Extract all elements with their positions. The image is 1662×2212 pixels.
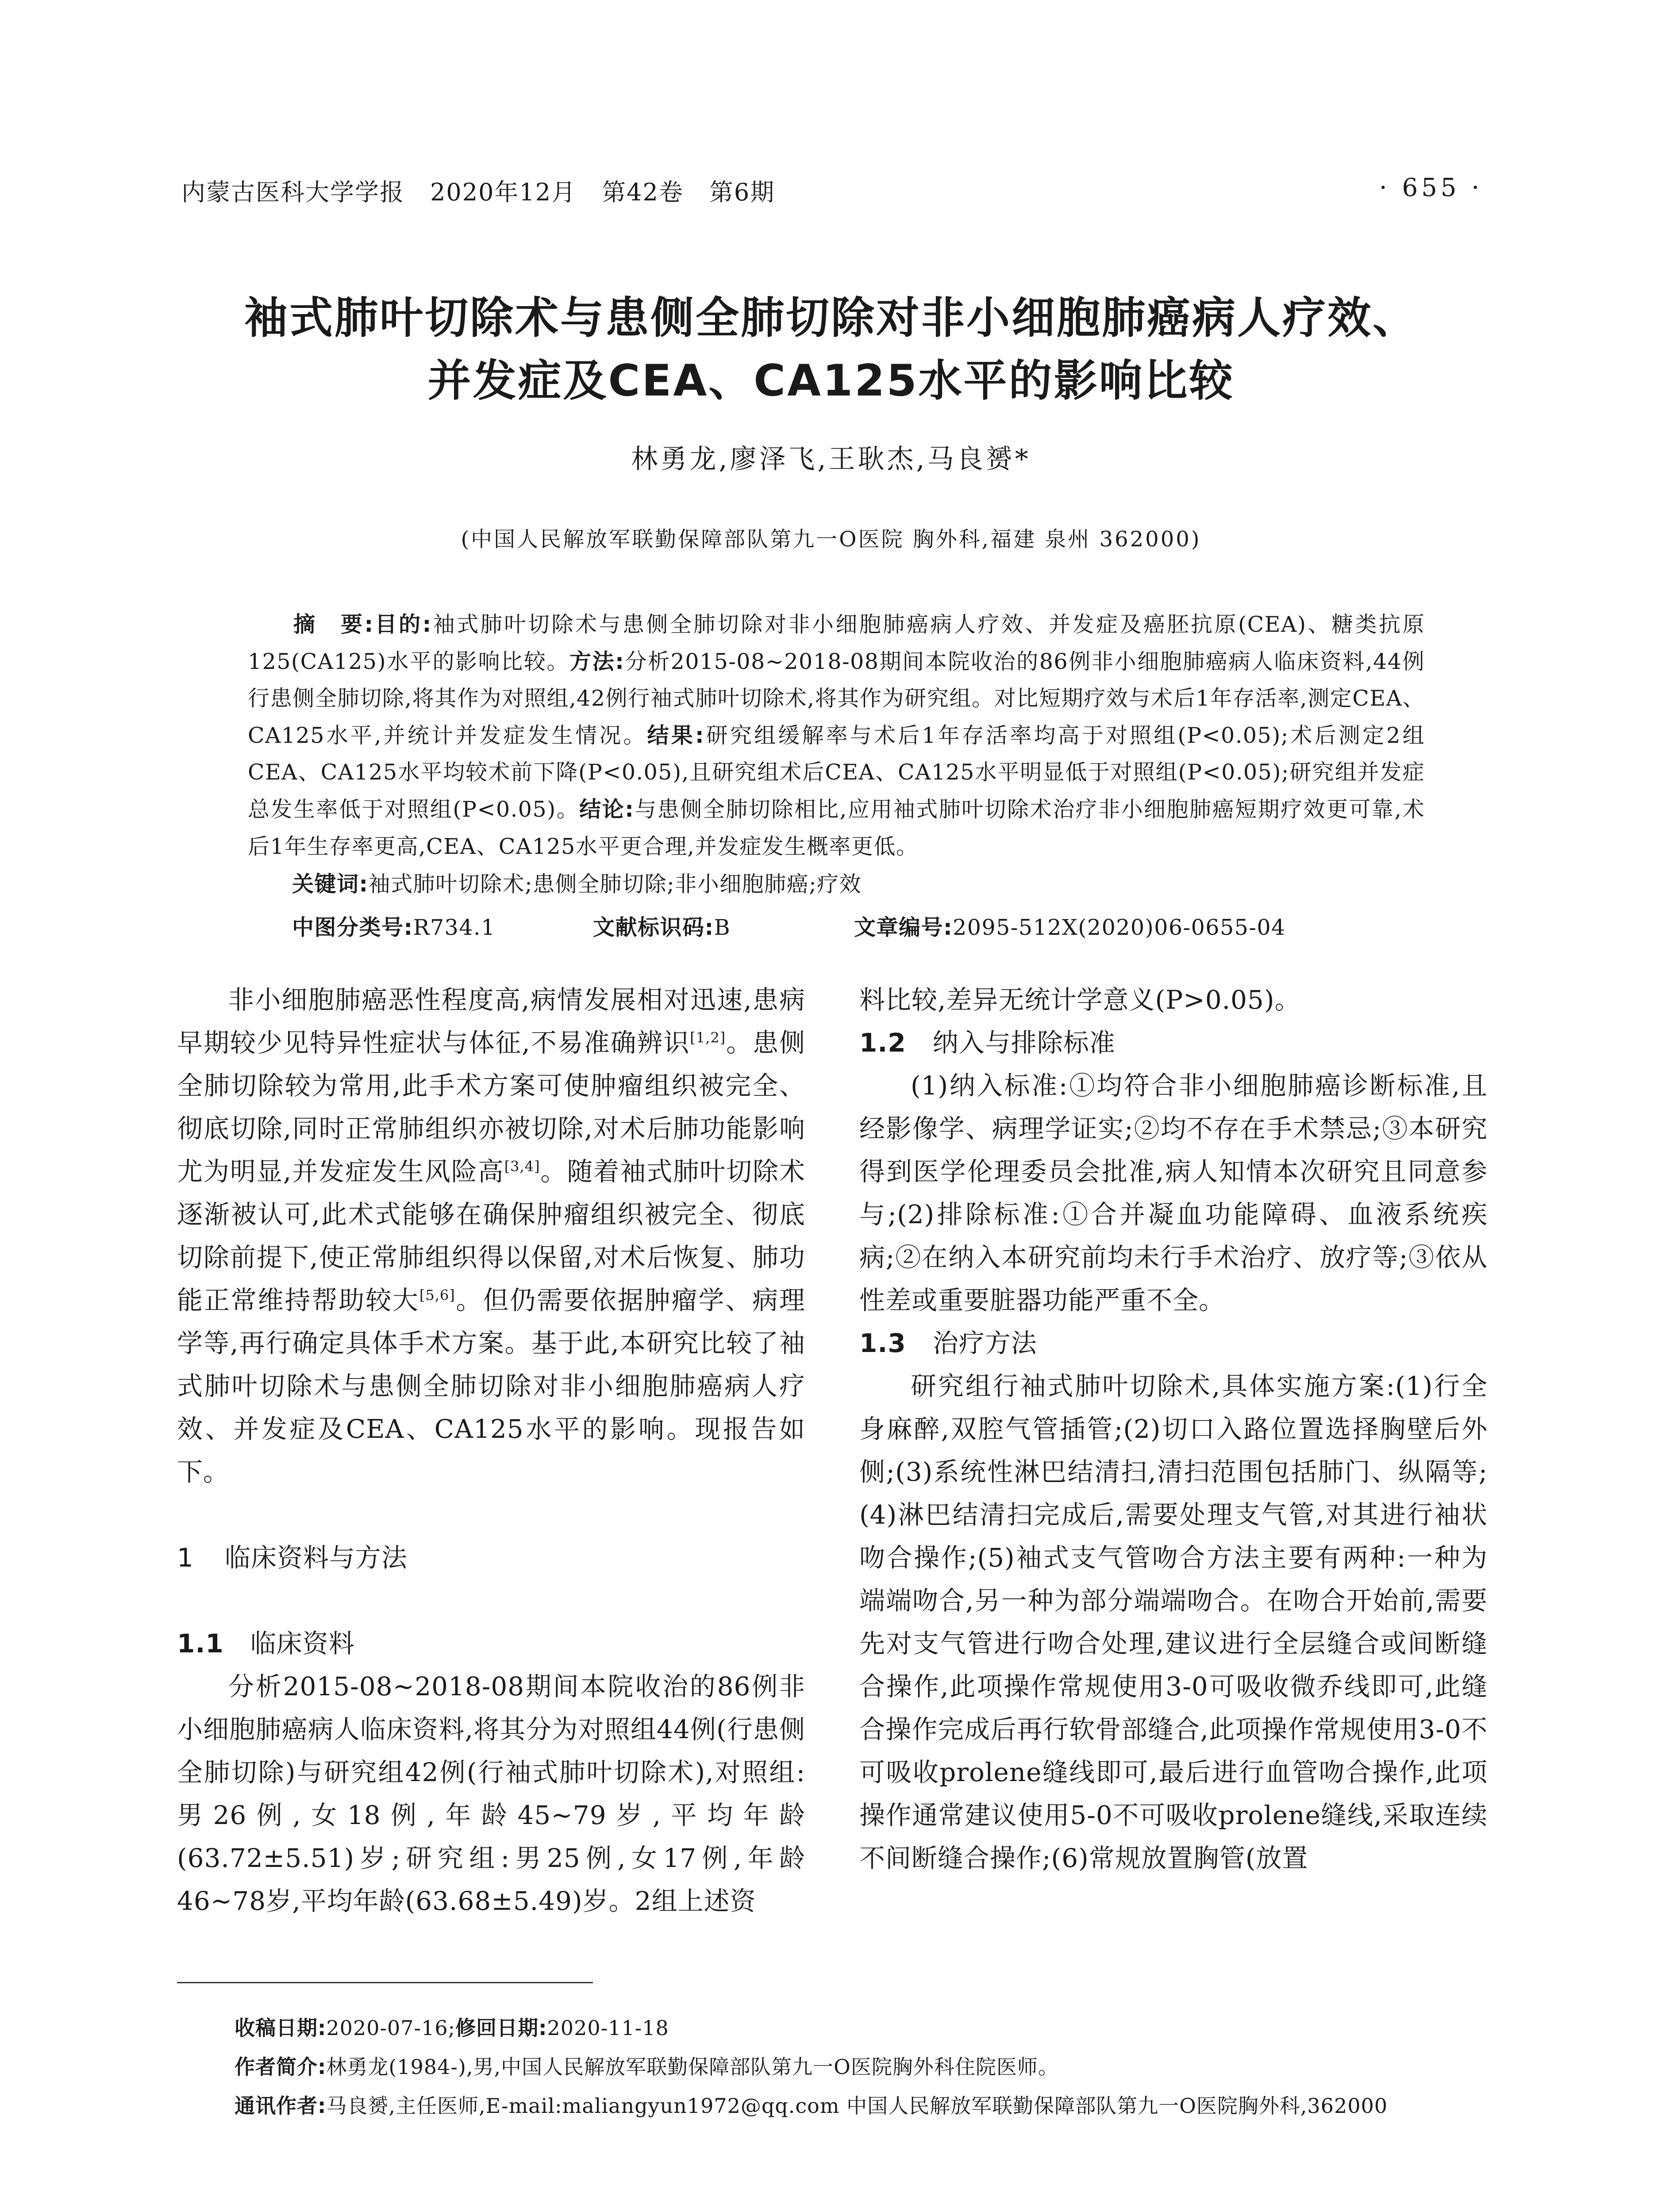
subsection-1-2-heading xyxy=(859,1022,1488,1064)
criteria-paragraph: (1)纳入标准:①均符合非小细胞肺癌诊断标准,且经影像学、病理学证实;②均不存在手术禁忌;③本研究得到医学伦理委员会批准,病人知情本次研究且同意参与;(2)排除标准:①合并凝血功能障碍、血液系统疾病;②在纳入本研究前均未行手术治疗、放疗等;③依从性差或重要脏器功能严重不全。 xyxy=(859,1071,1488,1315)
received-label: 收稿日期: xyxy=(235,2016,327,2040)
paper-title-line-2: 并发症及CEA、CA125水平的影响比较 xyxy=(427,356,1235,406)
citation: [1,2] xyxy=(690,1029,726,1046)
subsection-title: 纳入与排除标准 xyxy=(932,1028,1116,1058)
intro-text-4: 。但仍需要依据肿瘤学、病理学等,再行确定具体手术方案。基于此,本研究比较了袖式肺叶切除术与患侧全肺切除对非小细胞肺癌病人疗效、并发症及CEA、CA125水平的影响。现报告如下。 xyxy=(177,1285,805,1487)
issue: 第6期 xyxy=(709,178,775,206)
article-label: 文章编号: xyxy=(854,915,953,940)
subsection-title: 治疗方法 xyxy=(932,1328,1037,1358)
intro-paragraph xyxy=(177,979,805,1494)
corresponding-author xyxy=(235,2086,1518,2125)
clinical-data-paragraph: 分析2015-08~2018-08期间本院收治的86例非小细胞肺癌病人临床资料,将其分为对照组44例(行患侧全肺切除)与研究组42例(行袖式肺叶切除术),对照组:男26例,女18例,年龄45~79岁,平均年龄(63.72±5.51)岁;研究组:男25例,女17例,年龄46~78岁,平均年龄(63.68±5.49)岁。2组上述资 xyxy=(177,1671,805,1916)
doc-value: B xyxy=(714,915,731,940)
section-title: 临床资料与方法 xyxy=(224,1543,408,1573)
body-right-column xyxy=(859,979,1488,1880)
abstract-objective: 袖式肺叶切除术与患侧全肺切除对非小细胞肺癌病人疗效、并发症及癌胚抗原(CEA)、糖类抗原125(CA125)水平的影响比较。 xyxy=(248,612,1425,674)
author-list: 林勇龙,廖泽飞,王耿杰,马良赟* xyxy=(631,444,1031,475)
citation: [3,4] xyxy=(504,1158,540,1175)
revised-label: 修回日期: xyxy=(455,2016,547,2040)
methods-label: 方法: xyxy=(569,649,625,674)
corr-label: 通讯作者: xyxy=(235,2094,327,2118)
abstract-results: 研究组缓解率与术后1年存活率均高于对照组(P<0.05);术后测定2组CEA、CA125水平均较术前下降(P<0.05),且研究组术后CEA、CA125水平明显低于对照组(P<0.05);研究组并发症总发生率低于对照组(P<0.05)。 xyxy=(248,722,1425,822)
author-bio xyxy=(235,2047,1518,2086)
article-value: 2095-512X(2020)06-0655-04 xyxy=(953,915,1286,940)
keywords-label: 关键词: xyxy=(292,872,369,897)
footnote-divider xyxy=(177,1982,593,1983)
revised-date: 2020-11-18 xyxy=(547,2016,669,2040)
abstract-conclusion: 与患侧全肺切除相比,应用袖式肺叶切除术治疗非小细胞肺癌短期疗效更可靠,术后1年生存率更高,CEA、CA125水平更合理,并发症发生概率更低。 xyxy=(248,796,1425,859)
intro-text-3: 。随着袖式肺叶切除术逐渐被认可,此术式能够在确保肿瘤组织被完全、彻底切除前提下,使正常肺组织得以保留,对术后恢复、肺功能正常维持帮助较大 xyxy=(177,1156,805,1315)
footnotes xyxy=(235,2008,1518,2125)
abstract-methods: 分析2015-08~2018-08期间本院收治的86例非小细胞肺癌病人临床资料,44例行患侧全肺切除,将其作为对照组,42例行袖式肺叶切除术,将其作为研究组。对比短期疗效与术后1年存活率,测定CEA、CA125水平,并统计并发症发生情况。 xyxy=(248,649,1425,748)
section-1-heading xyxy=(177,1536,805,1579)
body-left-column xyxy=(177,979,805,1923)
citation: [5,6] xyxy=(419,1286,455,1304)
results-label: 结果: xyxy=(647,722,705,748)
keywords-text: 袖式肺叶切除术;患侧全肺切除;非小细胞肺癌;疗效 xyxy=(368,872,862,897)
bio-text: 林勇龙(1984-),男,中国人民解放军联勤保障部队第九一O医院胸外科住院医师。 xyxy=(326,2055,1059,2079)
page-number: · 655 · xyxy=(1379,173,1483,202)
running-header xyxy=(181,173,800,207)
doc-label: 文献标识码: xyxy=(593,915,714,940)
received-dates xyxy=(235,2008,1518,2047)
continued-paragraph: 料比较,差异无统计学意义(P>0.05)。 xyxy=(859,985,1301,1015)
document-code xyxy=(593,910,731,941)
clc-label: 中图分类号: xyxy=(292,915,413,940)
subsection-1-3-heading xyxy=(859,1322,1488,1365)
affiliation: (中国人民解放军联勤保障部队第九一O医院 胸外科,福建 泉州 362000) xyxy=(461,527,1201,552)
issue-date: 2020年12月 xyxy=(430,178,577,206)
abstract-label: 摘 要: xyxy=(292,612,374,637)
article-number xyxy=(854,910,1286,941)
abstract xyxy=(248,606,1425,865)
clc-value: R734.1 xyxy=(413,915,496,940)
section-number: 1 xyxy=(177,1543,194,1573)
volume: 第42卷 xyxy=(602,178,684,206)
paper-title-line-1: 袖式肺叶切除术与患侧全肺切除对非小细胞肺癌病人疗效、 xyxy=(244,293,1418,343)
bio-label: 作者简介: xyxy=(235,2055,327,2079)
intro-text-2: 。患侧全肺切除较为常用,此手术方案可使肿瘤组织被完全、彻底切除,同时正常肺组织亦被切除,对术后肺功能影响尤为明显,并发症发生风险高 xyxy=(177,1028,805,1187)
subsection-number: 1.2 xyxy=(859,1028,906,1058)
conclusion-label: 结论: xyxy=(579,796,635,822)
subsection-1-1-heading xyxy=(177,1622,805,1665)
subsection-number: 1.1 xyxy=(177,1628,224,1659)
keywords xyxy=(292,867,1425,898)
clc-number xyxy=(292,910,496,941)
corr-text: 马良赟,主任医师,E-mail:maliangyun1972@qq.com 中国人民解放军联勤保障部队第九一O医院胸外科,362000 xyxy=(326,2094,1388,2118)
intro-text-1: 非小细胞肺癌恶性程度高,病情发展相对迅速,患病早期较少见特异性症状与体征,不易准确辨识 xyxy=(177,985,805,1058)
subsection-title: 临床资料 xyxy=(250,1628,355,1659)
journal-name: 内蒙古医科大学学报 xyxy=(181,178,404,206)
objective-label: 目的: xyxy=(373,612,432,637)
subsection-number: 1.3 xyxy=(859,1328,906,1358)
treatment-paragraph: 研究组行袖式肺叶切除术,具体实施方案:(1)行全身麻醉,双腔气管插管;(2)切口入路位置选择胸壁后外侧;(3)系统性淋巴结清扫,清扫范围包括肺门、纵隔等;(4)淋巴结清扫完成后,需要处理支气管,对其进行袖状吻合操作;(5)袖式支气管吻合方法主要有两种:一种为端端吻合,另一种为部分端端吻合。在吻合开始前,需要先对支气管进行吻合处理,建议进行全层缝合或间断缝合操作,此项操作常规使用3-0可吸收微乔线即可,此缝合操作完成后再行软骨部缝合,此项操作常规使用3-0不可吸收prolene缝线即可,最后进行血管吻合操作,此项操作通常建议使用5-0不可吸收prolene缝线,采取连续不间断缝合操作;(6)常规放置胸管(放置 xyxy=(859,1371,1488,1873)
received-date: 2020-07-16; xyxy=(326,2016,456,2040)
